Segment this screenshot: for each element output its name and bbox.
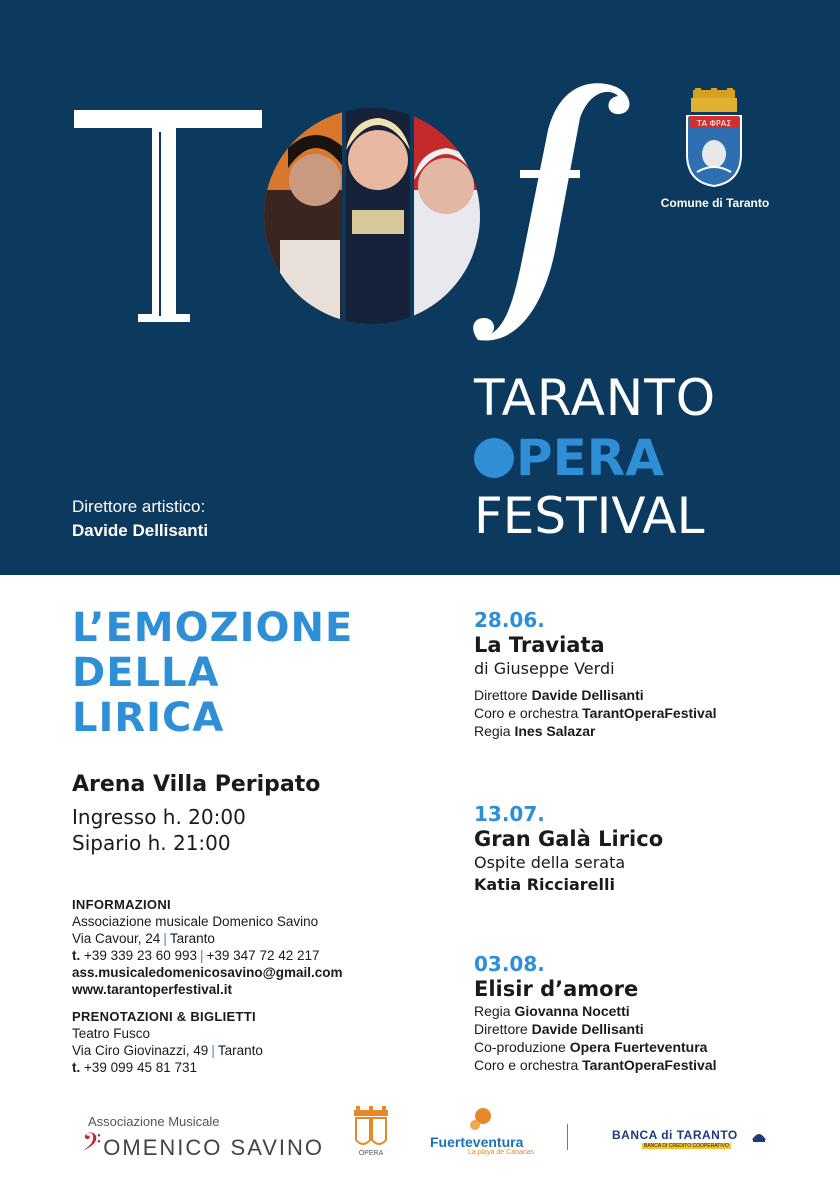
banca-taranto-sub: BANCA DI CREDITO COOPERATIVO <box>644 1143 729 1149</box>
booking-block <box>72 1008 432 1076</box>
festival-name-line2-text: PERA <box>516 429 664 487</box>
logo-letter-t <box>74 110 262 322</box>
event-credit: Coro e orchestra TarantOperaFestival <box>474 1057 717 1073</box>
opera-label: ÓPERA <box>358 1150 384 1157</box>
separator: | <box>163 931 167 946</box>
booking-venue: Teatro Fusco <box>72 1026 151 1041</box>
headline-line: DELLA <box>72 650 220 696</box>
sponsor-ams-name: OMENICO SAVINO <box>103 1135 325 1160</box>
info-phone1[interactable]: +39 339 23 60 993 <box>84 948 197 963</box>
info-website[interactable]: www.tarantoperfestival.it <box>72 982 233 997</box>
event-title: Elisir d’amore <box>474 977 639 1001</box>
fuerteventura-sun-icon <box>468 1106 494 1132</box>
sponsor-ams-label: Associazione Musicale <box>88 1114 220 1129</box>
fuerteventura-name: Fuerteventura <box>430 1134 524 1150</box>
event-credit: Direttore Davide Dellisanti <box>474 1021 644 1037</box>
ingresso-time: Ingresso h. 20:00 <box>72 805 246 829</box>
event-credit: Regia Giovanna Nocetti <box>474 1003 630 1019</box>
event-title: La Traviata <box>474 633 605 657</box>
sponsor-ams-logo <box>82 1128 324 1163</box>
banca-taranto-name: BANCA di TARANTO <box>612 1128 738 1142</box>
event-guest: Katia Ricciarelli <box>474 875 615 894</box>
venue-name: Arena Villa Peripato <box>72 772 321 797</box>
fuerteventura-sub: La playa de Canarias <box>468 1149 535 1156</box>
event-date: 13.07. <box>474 802 545 826</box>
event-date: 03.08. <box>474 952 545 976</box>
comune-label: Comune di Taranto <box>660 196 770 210</box>
event-credit: Direttore Davide Dellisanti <box>474 687 644 703</box>
separator: | <box>200 948 204 963</box>
event-credit: Co-produzione Opera Fuerteventura <box>474 1039 708 1055</box>
portraits-circle <box>264 108 484 324</box>
phone-prefix: t. <box>72 1060 81 1075</box>
info-block <box>72 896 432 998</box>
headline <box>72 606 353 741</box>
info-address <box>72 930 432 947</box>
info-org: Associazione musicale Domenico Savino <box>72 914 319 929</box>
booking-phone-number[interactable]: +39 099 45 81 731 <box>84 1060 197 1075</box>
info-heading: INFORMAZIONI <box>72 897 171 912</box>
event-date: 28.06. <box>474 608 545 632</box>
director-name: Davide Dellisanti <box>72 521 209 540</box>
festival-name-line1: TARANTO <box>474 369 717 427</box>
info-phones <box>72 947 432 964</box>
schedule <box>72 804 246 856</box>
separator: | <box>211 1043 215 1058</box>
svg-text:ΤΑ ΦΡΑΣ: ΤΑ ΦΡΑΣ <box>696 119 732 128</box>
event-credit: Regia Ines Salazar <box>474 723 596 739</box>
event-credit: Coro e orchestra TarantOperaFestival <box>474 705 717 721</box>
booking-address <box>72 1042 432 1059</box>
header-banner <box>0 0 840 575</box>
event-subtitle: Ospite della serata <box>474 853 626 872</box>
taranto-crest-icon <box>683 88 745 188</box>
event-gala <box>474 802 814 896</box>
sponsor-divider <box>567 1124 568 1150</box>
event-title: Gran Galà Lirico <box>474 827 664 851</box>
info-city: Taranto <box>169 931 215 946</box>
headline-line: L’EMOZIONE <box>72 605 354 651</box>
tof-logo <box>0 0 840 575</box>
booking-city: Taranto <box>217 1043 263 1058</box>
headline-line: LIRICA <box>72 695 225 741</box>
info-street: Via Cavour, 24 <box>72 931 161 946</box>
event-elisir <box>474 952 814 1074</box>
festival-name-line2 <box>474 428 664 488</box>
booking-phone <box>72 1059 432 1076</box>
info-email[interactable]: ass.musicaledomenicosavino@gmail.com <box>72 965 343 980</box>
opera-dot-icon <box>474 438 514 478</box>
banca-emblem-icon <box>750 1126 768 1144</box>
sipario-time: Sipario h. 21:00 <box>72 831 231 855</box>
booking-street: Via Ciro Giovinazzi, 49 <box>72 1043 209 1058</box>
logo-letter-f <box>473 83 629 340</box>
event-subtitle: di Giuseppe Verdi <box>474 659 615 678</box>
booking-heading: PRENOTAZIONI & BIGLIETTI <box>72 1009 256 1024</box>
director-label: Direttore artistico: <box>72 497 206 516</box>
event-traviata <box>474 608 814 740</box>
festival-name-line3: FESTIVAL <box>474 487 705 545</box>
bass-clef-icon: 𝄢 <box>82 1128 104 1163</box>
phone-prefix: t. <box>72 948 81 963</box>
info-phone2[interactable]: +39 347 72 42 217 <box>206 948 320 963</box>
